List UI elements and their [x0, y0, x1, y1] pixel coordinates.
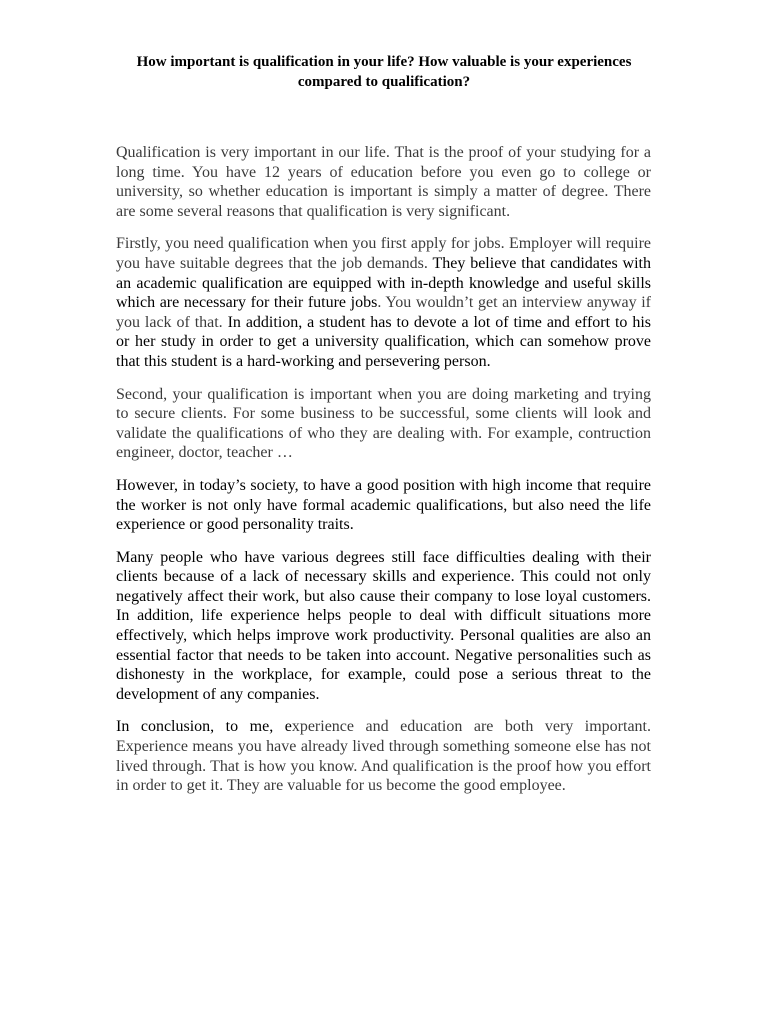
- text-run: Qualification is very important in our life. That is the proof of your studying for a long time. You have 12 years of education before you even go to college or university, so whether education is important is simply a matter of degree. There are some several reasons that qualification is very significant.: [116, 144, 651, 220]
- paragraph-many-people: [116, 548, 651, 705]
- paragraph-intro: [116, 143, 651, 221]
- paragraph-firstly: [116, 234, 651, 371]
- paragraph-second: [116, 385, 651, 463]
- text-run: They believe that candidates with an academic qualification are equipped with in-depth knowledge and useful skills which are necessary for their future jobs: [116, 254, 652, 312]
- text-run: Firstly, you need qualification when you first apply for jobs. Employer will require you have suitable degrees that the job demands.: [116, 235, 651, 272]
- paragraph-however: [116, 476, 651, 535]
- text-run: Many people who have various degrees still face difficulties dealing with their clients because of a lack of necessary skills and experience. This could not only negatively affect their work, but also cause their company to lose loyal customers. In addition, life experience helps people to deal with difficult situations more effectively, which helps improve work productivity. Personal qualities are also an essential factor that needs to be taken into account. Negative personalities such as dishonesty in the workplace, for example, could pose a serious threat to the development of any companies.: [116, 548, 651, 703]
- text-run: . You wouldn’t get an interview anyway if you lack of that.: [116, 294, 651, 331]
- document-body: [116, 143, 651, 809]
- text-run: Second, your qualification is important when you are doing marketing and trying to secure clients. For some business to be successful, some clients will look and validate the qualifications of who they are dealing with. For example, contruction engineer, doctor, teacher …: [116, 385, 651, 462]
- document-title: How important is qualification in your life? How valuable is your experiences compared to qualification?: [136, 54, 632, 90]
- paragraph-conclusion: [116, 717, 651, 795]
- text-run: In addition, a student has to devote a lot of time and effort to his or her study in order to get a university qualification, which can somehow prove that this student is a hard-working and persevering person.: [116, 313, 651, 370]
- text-run: However, in today’s society, to have a good position with high income that require the worker is not only have formal academic qualifications, but also need the life experience or good personality traits.: [116, 476, 651, 534]
- text-run: xperience and education are both very important. Experience means you have already lived through something someone else has not lived through. That is how you know. And qualification is the proof how you effort in order to get it. They are valuable for us become the good employee.: [116, 718, 651, 795]
- text-run: In conclusion, to me, e: [116, 718, 292, 736]
